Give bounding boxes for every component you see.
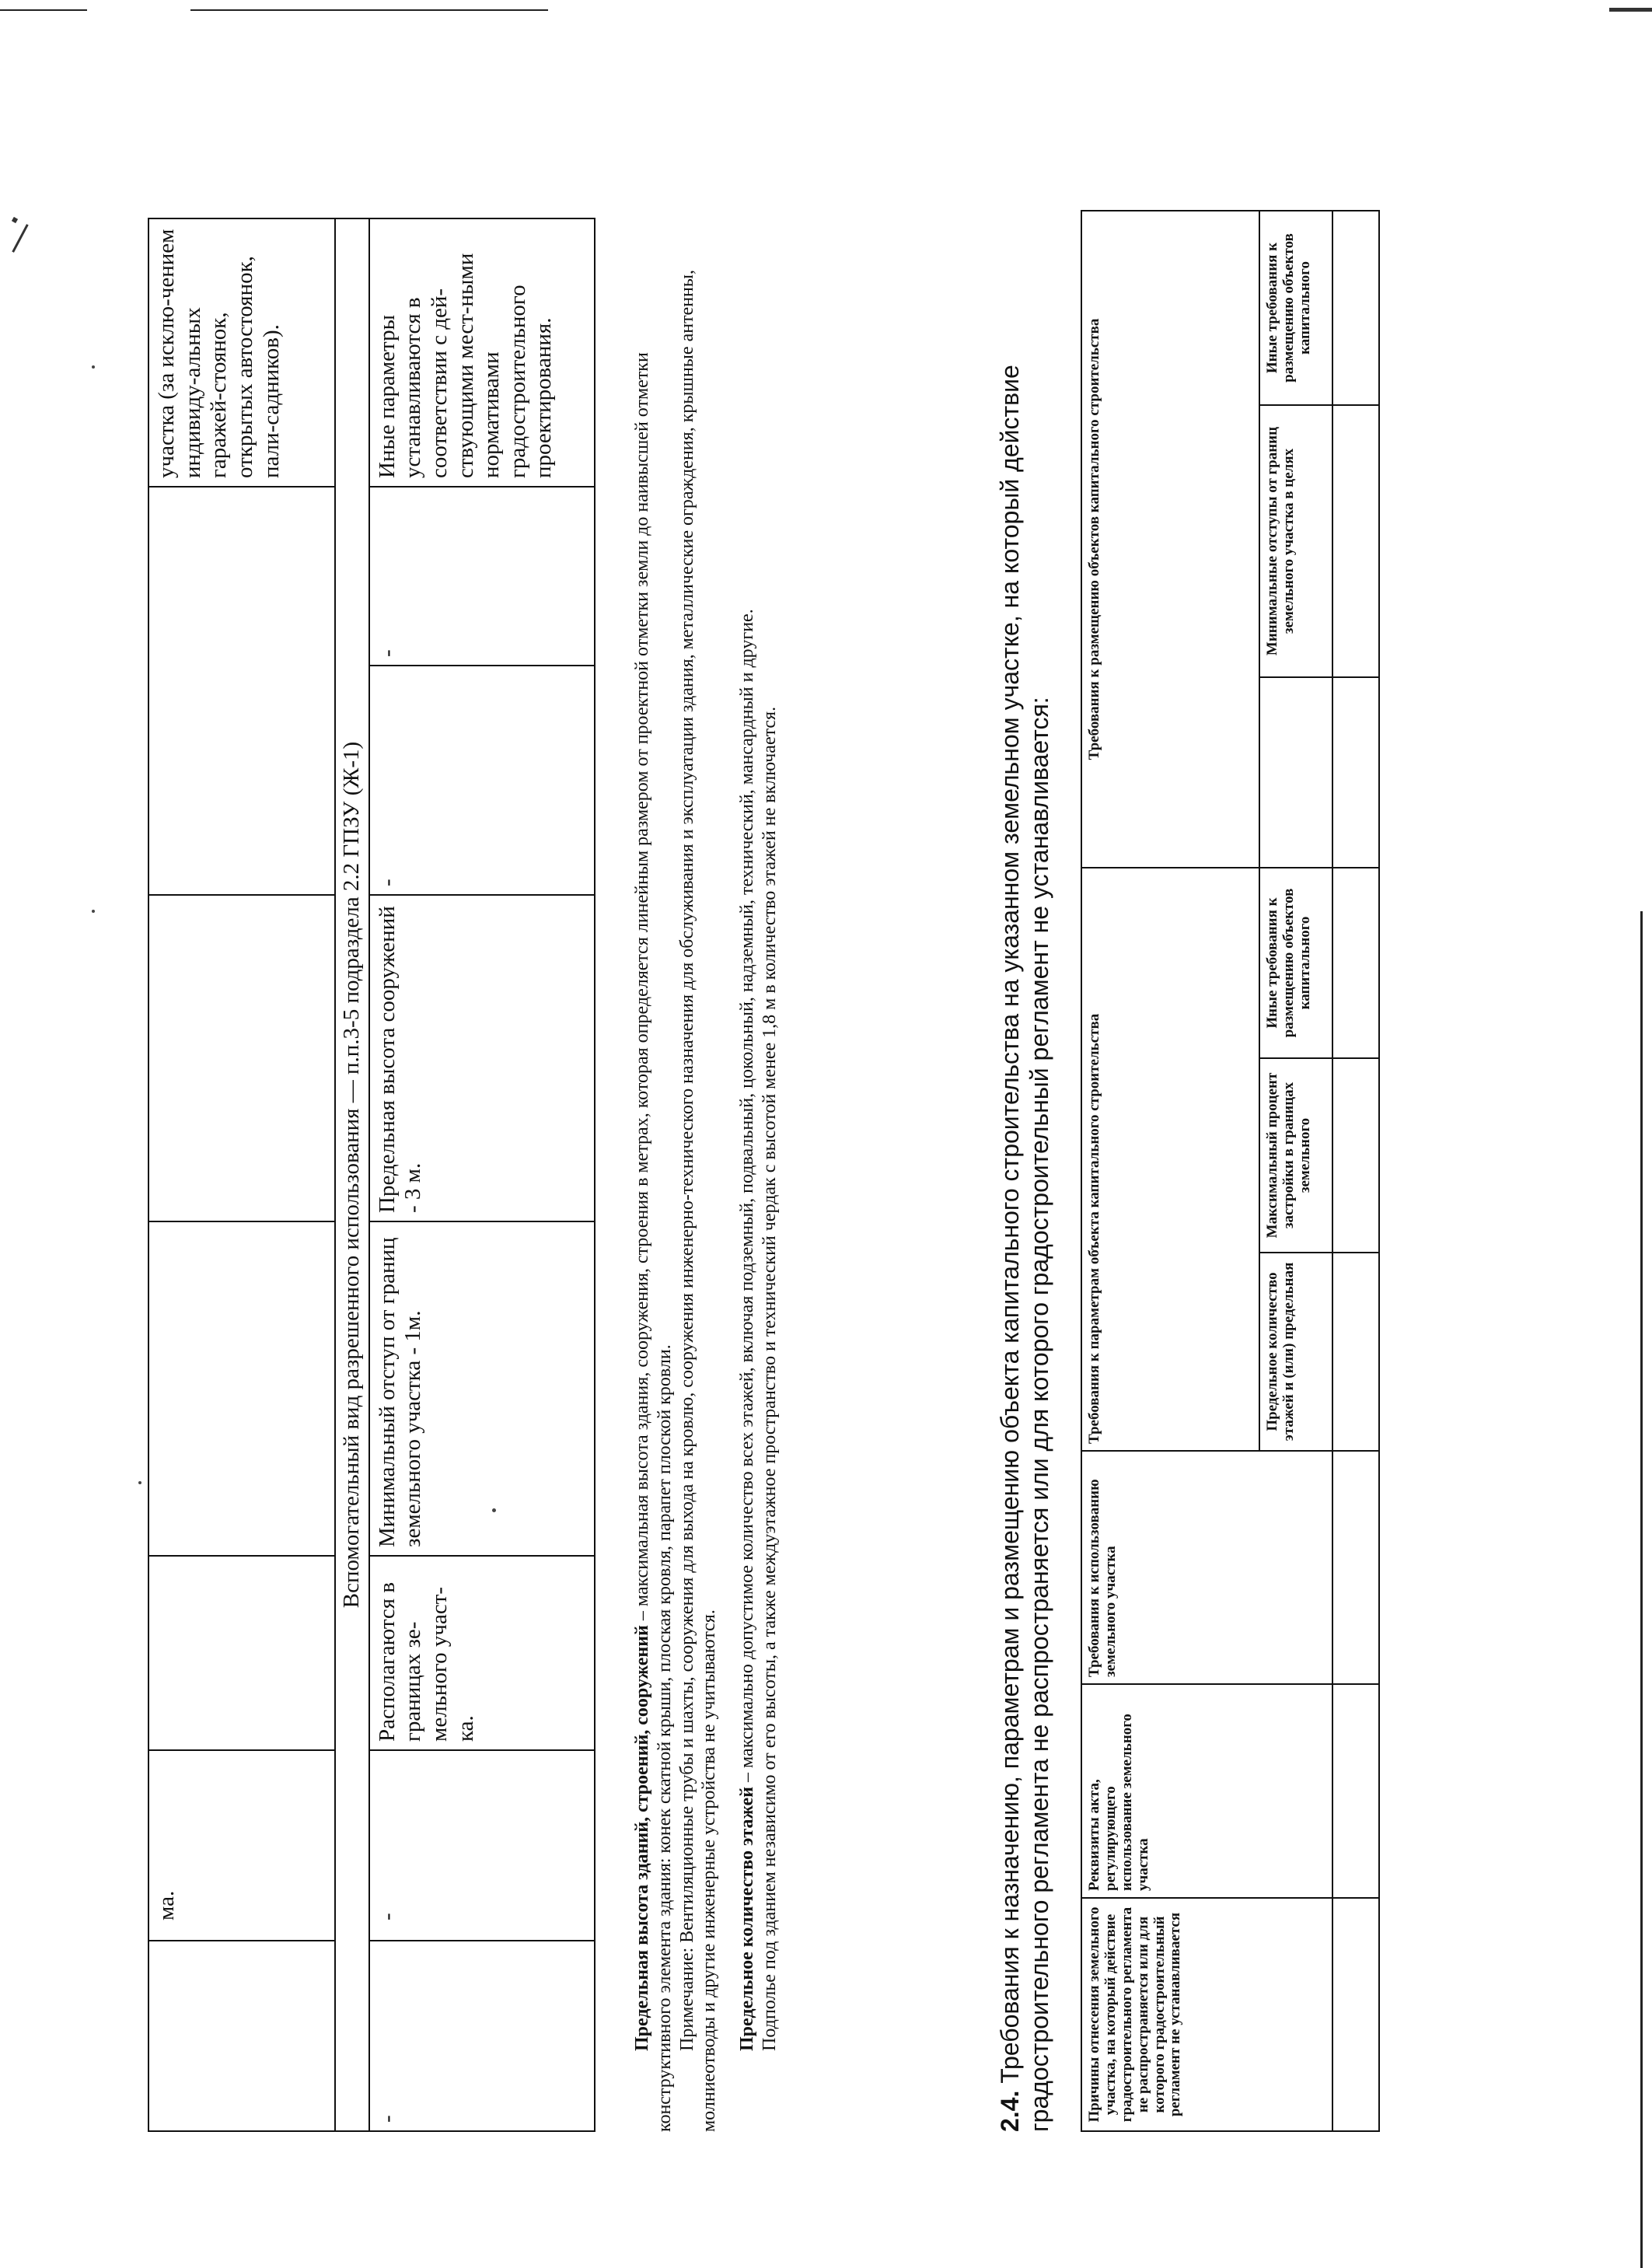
paragraph [736,215,759,2132]
table-row [1081,211,1259,2131]
cell [1259,677,1332,868]
section-title: Требования к назначению, параметрам и размещению объекта капитального строительства на указанном земельном участке, на который действие градостроительного регламента не распространяется или для которого градостроительный регламент не устанавливается: [996,365,1054,2132]
header-cell: Минимальные отступы от границ земельного участка в целях [1259,405,1332,677]
table-row [148,218,335,2131]
table-row [335,218,369,2131]
term: Предельная высота зданий, строений, сооружений [632,1625,652,2051]
cell [148,1556,335,1750]
term: Предельное количество этажей [737,1786,758,2051]
cell [1332,211,1379,405]
paragraph-text: – максимальная высота здания, сооружения, строения в метрах, которая определяется линейным размером от проектной отметки земли до наивысшей отметки конструктивного элемента здания: конек скатной крыши, плоская кровля, парапет плоской кровли. [632,352,675,2132]
header-cell: Иные требования к размещению объектов капитального [1259,868,1332,1058]
paragraph: Примечание: Вентиляционные трубы и шахты, сооружения для выхода на кровлю, сооружения инженерно-технического назначения для обслуживания и эксплуатации здания, металлические ограждения, крышные антенны, молниеотводы и другие инженерные устройства не учитываются. [676,269,720,2132]
cell: Иные параметры устанавливаются в соответствии с дей-ствующими мест-ными нормативами градостроительного проектирования. [369,218,595,487]
scan-speck [92,365,95,369]
scan-corner-mark [1609,8,1652,12]
header-cell: Реквизиты акта, регулирующего использование земельного участка [1081,1684,1332,1898]
cell [1332,1898,1379,2131]
header-cell: Требования к размещению объектов капитального строительства [1081,211,1259,868]
cell [148,487,335,895]
scan-diagonal-mark [12,224,28,253]
cell [1332,1058,1379,1253]
scan-speck [92,910,95,913]
cell: - [369,487,595,666]
cell: - [369,666,595,895]
requirements-table [1081,210,1380,2132]
cell [1332,405,1379,677]
definitions-text [631,215,781,2132]
section-heading [995,215,1055,2132]
scan-top-line-mid [190,9,548,11]
paragraph-text: – максимально допустимое количество всех этажей, включая подземный, подвальный, цокольный, надземный, технический, мансардный и другие. [737,609,758,1787]
scan-speck [138,1481,141,1484]
cell [1332,677,1379,868]
scan-diagonal-mark-2 [12,217,18,223]
cell: ма. [148,1750,335,1941]
scan-right-edge-line [1640,911,1643,2268]
header-cell: Иные требования к размещению объектов капитального [1259,211,1332,405]
cell: Минимальный отступ от границ земельного участка - 1м. [369,1221,595,1556]
cell: Располагаются в границах зе-мельного участ-ка. [369,1556,595,1750]
header-cell: Максимальный процент застройки в границах земельного [1259,1058,1332,1253]
cell [148,895,335,1221]
section-label: Вспомогательный вид разрешенного использования — п.п.3-5 подраздела 2.2 ГПЗУ (Ж-1) [335,218,369,2131]
usage-table [148,218,595,2132]
cell [1332,868,1379,1058]
header-cell: Требования к использованию земельного участка [1081,1451,1332,1684]
cell: Предельная высота сооружений - 3 м. [369,895,595,1221]
cell [148,1221,335,1556]
cell: - [369,1941,595,2131]
rotated-page [148,126,1462,2132]
header-cell: Требования к параметрам объекта капитального строительства [1081,868,1259,1451]
cell: - [369,1750,595,1941]
table-row [369,218,595,2131]
scan-top-line-left [0,9,87,11]
header-cell: Предельное количество этажей и (или) предельная [1259,1253,1332,1451]
table-row [1332,211,1379,2131]
cell [1332,1253,1379,1451]
cell [148,1941,335,2131]
header-cell: Причины отнесения земельного участка, на который действие градостроительного регламента не распространяется или для которого градостроительный регламент не устанавливается [1081,1898,1332,2131]
paragraph [631,215,676,2132]
paragraph: Подполье под зданием независимо от его высоты, а также междуэтажное пространство и технический чердак с высотой менее 1,8 м в количество этажей не включается. [759,706,780,2051]
cell [1332,1684,1379,1898]
section-number: 2.4. [996,2090,1024,2132]
cell [1332,1451,1379,1684]
cell: участка (за исклю-чением индивиду-альных гаражей-стоянок, открытых автостоянок, пали-садников). [148,218,335,487]
